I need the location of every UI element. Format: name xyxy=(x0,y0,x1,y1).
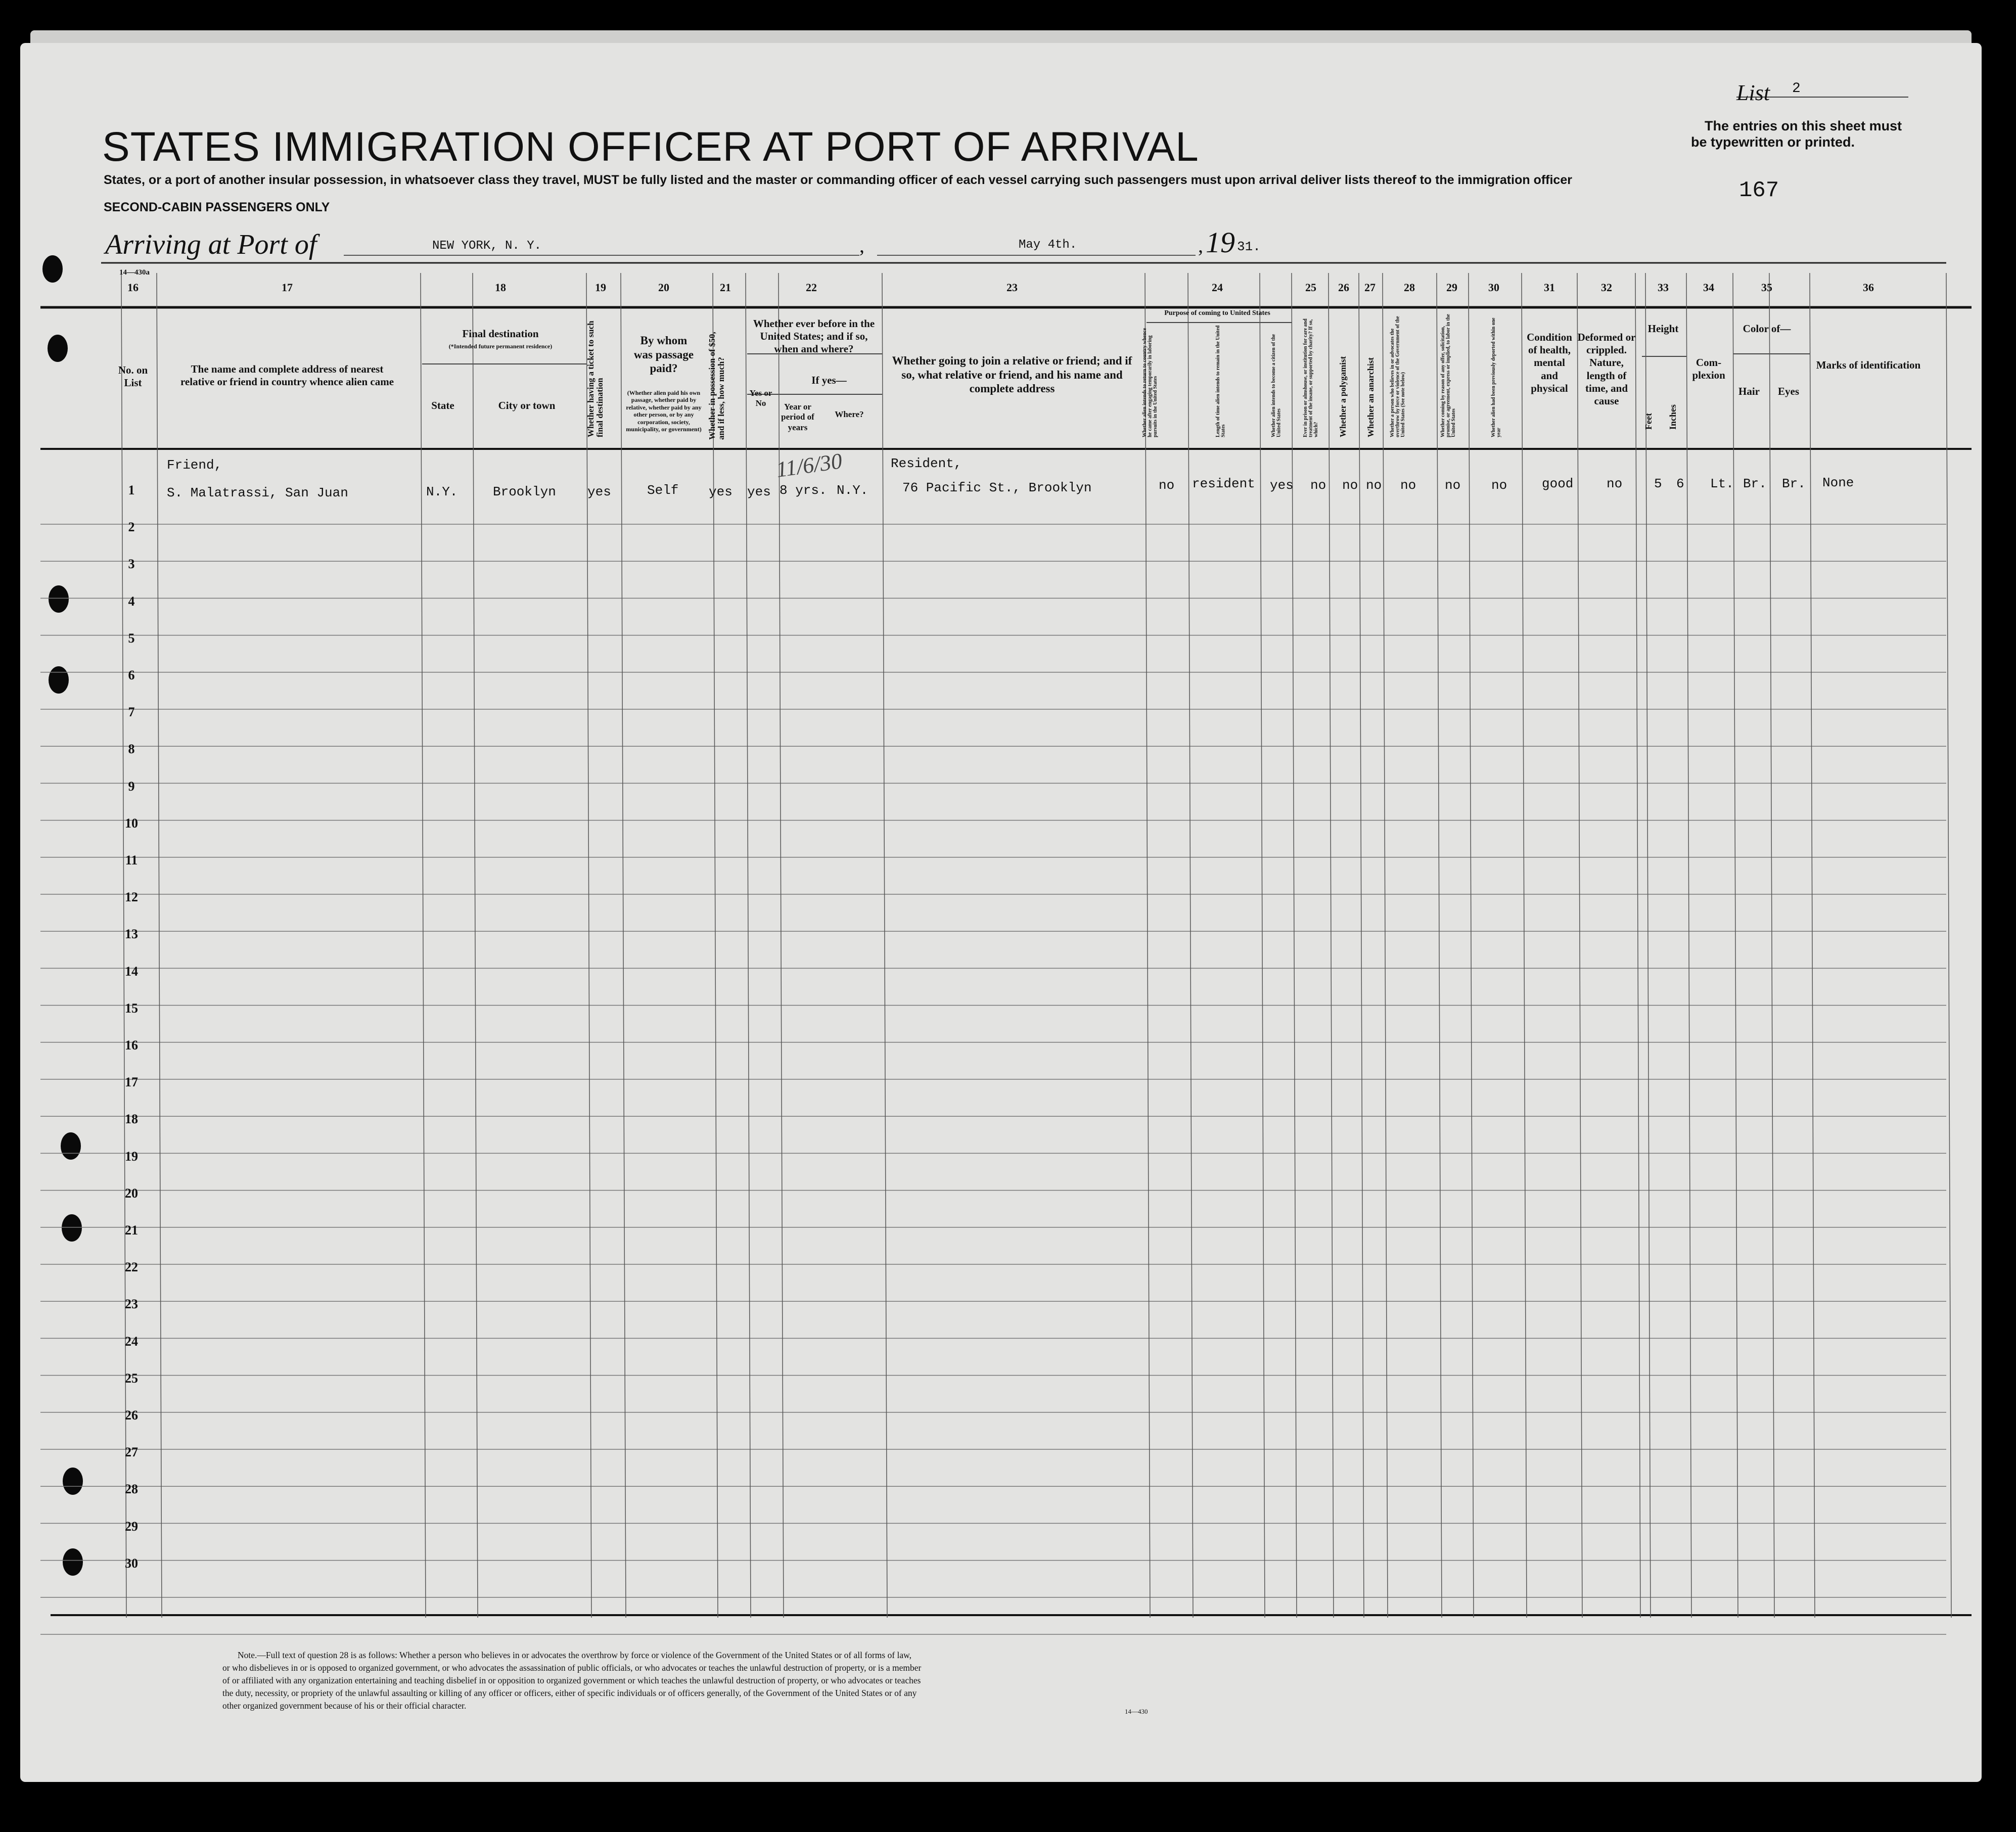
footer-note-line-3: of or affiliated with any organization entertaining and teaching disbelief in or opposition to organized government or which teaches the unlawful destruction of property, or who advocates or teaches xyxy=(222,1675,921,1685)
row-number: 20 xyxy=(125,1185,138,1201)
column-number: 23 xyxy=(1006,281,1018,294)
arriving-label: Arriving at Port of xyxy=(105,229,317,260)
list-number: 2 xyxy=(1792,81,1801,97)
row-number: 15 xyxy=(125,1000,138,1016)
column-number: 24 xyxy=(1212,281,1223,294)
paid-by-value: Self xyxy=(647,483,679,498)
feet-value: 5 xyxy=(1654,476,1662,491)
grid-line xyxy=(1769,273,1774,1618)
form-subtitle: States, or a port of another insular possession, in whatsoever class they travel, MUST be fully listed and the master or commanding officer of each vessel carrying such passengers must upon arrival deliver lists thereof to the immigration officer xyxy=(104,173,1572,187)
column-number: 34 xyxy=(1703,281,1714,294)
footer-note-line-4: the duty, necessity, or propriety of the unlawful assaulting or killing of any officer or officers, either of specific individuals or of officers generally, of the Government of the United States or of any xyxy=(222,1688,917,1698)
q29-value: no xyxy=(1445,478,1461,493)
header-if-yes: If yes— xyxy=(811,374,847,386)
header-prison: Ever in prison or almshouse, or institution for care and treatment of the insane, or supported by charity? If so, which? xyxy=(1303,318,1319,437)
row-number: 6 xyxy=(128,668,135,682)
grid-line xyxy=(1469,273,1474,1618)
prison-value: no xyxy=(1310,478,1326,493)
deformed-value: no xyxy=(1607,476,1623,491)
join-line-1: Resident, xyxy=(891,456,962,471)
header-inches: Inches xyxy=(1668,404,1678,430)
comma-separator: , xyxy=(859,234,864,257)
grid-line xyxy=(1437,273,1442,1618)
handwritten-date: 11/6/30 xyxy=(774,448,844,482)
complexion-value: Lt. xyxy=(1710,476,1734,491)
header-complexion: Com-plexion xyxy=(1692,356,1725,382)
polygamist-value: no xyxy=(1342,478,1358,493)
grid-line xyxy=(1522,273,1527,1618)
row-number: 14 xyxy=(125,964,138,979)
grid-line xyxy=(1383,273,1388,1618)
grid-line xyxy=(421,273,426,1618)
year-suffix: 31. xyxy=(1237,239,1261,254)
header-passage-paid: By whom was passage paid? xyxy=(633,334,694,375)
grid-line xyxy=(1810,273,1815,1618)
grid-line xyxy=(1359,273,1364,1618)
row-number: 2 xyxy=(128,520,135,535)
ticket-value: yes xyxy=(587,484,611,499)
footer-note-line-5: other organized government because of his or their official character. xyxy=(222,1701,467,1711)
row-number: 18 xyxy=(125,1112,138,1127)
q28-value: no xyxy=(1400,478,1416,493)
grid-line xyxy=(1635,273,1640,1618)
row-number: 8 xyxy=(128,742,135,757)
year-prefix: 19 xyxy=(1206,226,1235,259)
marks-value: None xyxy=(1822,475,1854,490)
header-color-of: Color of— xyxy=(1743,323,1791,335)
column-number: 32 xyxy=(1601,281,1612,294)
header-labor-offer: Whether coming by reason of any offer, solicitation, promise, or agreement, express or implied, to labor in the United States xyxy=(1440,314,1456,437)
column-number: 27 xyxy=(1364,281,1376,294)
class-note: SECOND-CABIN PASSENGERS ONLY xyxy=(104,200,330,214)
column-number: 22 xyxy=(806,281,817,294)
grid-line xyxy=(621,273,626,1618)
typewritten-note-1: The entries on this sheet must xyxy=(1705,118,1902,133)
column-number: 17 xyxy=(282,281,293,294)
header-state: State xyxy=(431,399,454,411)
row-number: 16 xyxy=(125,1038,138,1052)
citizen-value: yes xyxy=(1270,478,1294,493)
footer-note-line-2: or who disbelieves in or is opposed to organized government, or who advocates the assassination of public officials, or who advocates or teaches the unlawful destruction of property, or is a member xyxy=(222,1663,922,1673)
date-value: May 4th. xyxy=(1019,238,1077,252)
grid-line xyxy=(1328,273,1334,1618)
row-number: 7 xyxy=(128,705,135,720)
column-number: 35 xyxy=(1761,281,1772,294)
column-number: 30 xyxy=(1488,281,1499,294)
column-number: 26 xyxy=(1338,281,1349,294)
row-number: 26 xyxy=(125,1408,138,1423)
grid-line xyxy=(882,273,887,1618)
has-50-value: yes xyxy=(709,484,732,499)
return-intent-value: no xyxy=(1159,478,1175,493)
hair-value: Br. xyxy=(1743,476,1767,491)
header-list-number: No. on List xyxy=(118,364,148,389)
deported-value: no xyxy=(1491,478,1507,493)
header-purpose: Purpose of coming to United States xyxy=(1164,309,1270,317)
header-deported: Whether alien had been previously deported within one year xyxy=(1491,317,1502,437)
row-number: 11 xyxy=(125,853,138,867)
header-possession-50: Whether in possession of $50, and if less, how much? xyxy=(707,332,726,440)
header-eyes: Eyes xyxy=(1778,385,1799,397)
header-anarchist: Whether an anarchist xyxy=(1366,357,1376,437)
footer-note-line-1: Note.—Full text of question 28 is as follows: Whether a person who believes in or advocates the overthrow by force or violence of the Government of the United States or of all forms of law, xyxy=(238,1650,912,1660)
header-yes-or-no: Yes or No xyxy=(749,388,772,408)
row-number: 24 xyxy=(125,1334,138,1349)
column-number: 19 xyxy=(595,281,606,294)
list-label: List xyxy=(1736,80,1770,105)
header-final-destination: Final destination xyxy=(462,328,539,340)
header-where: Where? xyxy=(835,409,864,419)
column-number: 25 xyxy=(1305,281,1316,294)
years-value: 8 yrs. xyxy=(780,483,827,498)
row-number: 17 xyxy=(125,1075,138,1090)
row-number: 5 xyxy=(128,630,135,646)
row-number: 29 xyxy=(125,1519,138,1534)
grid-line xyxy=(157,273,162,1618)
grid-line xyxy=(473,273,478,1618)
row-number: 27 xyxy=(125,1445,138,1460)
grid-line xyxy=(1292,273,1297,1618)
header-return-intent: Whether alien intends to return to country whence he came after engaging temporarily in laboring pursuits in the United States xyxy=(1142,328,1158,437)
grid-line xyxy=(713,273,718,1618)
grid-line xyxy=(1686,273,1691,1618)
header-passage-note: (Whether alien paid his own passage, whether paid by relative, whether paid by any other person, or by any corporation, society, municipality, or government) xyxy=(626,389,702,433)
where-value: N.Y. xyxy=(837,483,868,498)
header-health: Condition of health, mental and physical xyxy=(1527,331,1572,394)
eyes-value: Br. xyxy=(1782,476,1806,491)
page-title: STATES IMMIGRATION OFFICER AT PORT OF ARRIVAL xyxy=(102,124,1199,170)
header-height: Height xyxy=(1647,323,1679,335)
header-overthrow: Whether a person who believes in or advocates the overthrow by force or violence of the Government of the United States (See note below) xyxy=(1390,316,1406,437)
header-deformed: Deformed or crippled. Nature, length of time, and cause xyxy=(1577,331,1636,407)
header-polygamist: Whether a polygamist xyxy=(1338,356,1348,437)
grid-line xyxy=(1145,273,1150,1618)
health-value: good xyxy=(1542,476,1574,491)
row-number: 19 xyxy=(125,1149,138,1164)
page-number: 167 xyxy=(1739,178,1779,203)
row-number: 10 xyxy=(125,815,138,831)
row-number: 21 xyxy=(125,1223,138,1238)
grid-line xyxy=(1946,273,1951,1618)
port-value: NEW YORK, N. Y. xyxy=(432,239,542,253)
row-number: 22 xyxy=(125,1260,138,1275)
row-number: 4 xyxy=(128,593,135,609)
typewritten-note-2: be typewritten or printed. xyxy=(1691,134,1855,150)
relative-line-1: Friend, xyxy=(167,457,222,473)
header-hair: Hair xyxy=(1738,385,1760,397)
header-final-destination-note: (*Intended future permanent residence) xyxy=(448,343,553,350)
relative-line-2: S. Malatrassi, San Juan xyxy=(167,485,348,500)
header-year-period: Year or period of years xyxy=(781,402,814,432)
header-city: City or town xyxy=(498,399,556,411)
row-number: 28 xyxy=(125,1482,138,1497)
row-number: 13 xyxy=(125,927,138,942)
form-code: 14—430a xyxy=(119,268,150,277)
row-number: 1 xyxy=(128,483,135,497)
column-number: 21 xyxy=(720,281,731,294)
inches-value: 6 xyxy=(1676,476,1684,491)
dest-state: N.Y. xyxy=(426,484,458,499)
grid-line xyxy=(1577,273,1582,1618)
header-feet: Feet xyxy=(1643,413,1654,430)
column-number: 36 xyxy=(1863,281,1874,294)
grid-line xyxy=(1188,273,1193,1618)
anarchist-value: no xyxy=(1366,478,1382,493)
header-before-in-us: Whether ever before in the United States; and if so, when and where? xyxy=(753,317,875,355)
grid-line xyxy=(1260,273,1265,1618)
column-number: 33 xyxy=(1658,281,1669,294)
comma-separator: , xyxy=(1198,234,1203,257)
row-number: 30 xyxy=(125,1555,138,1571)
column-number: 20 xyxy=(658,281,669,294)
column-number: 18 xyxy=(495,281,506,294)
dest-city: Brooklyn xyxy=(493,484,556,499)
row-number: 12 xyxy=(125,890,138,905)
row-number: 3 xyxy=(128,557,135,572)
header-relative-address: The name and complete address of nearest relative or friend in country whence alien came xyxy=(180,363,394,388)
header-ticket: Whether having a ticket to such final destination xyxy=(586,320,605,437)
row-number: 23 xyxy=(125,1297,138,1312)
row-number: 9 xyxy=(128,778,135,794)
before-us-value: yes xyxy=(747,484,771,499)
row-number: 25 xyxy=(125,1370,138,1386)
column-number: 31 xyxy=(1544,281,1555,294)
grid-line xyxy=(1733,273,1738,1618)
footer-form-number: 14—430 xyxy=(1125,1708,1148,1715)
grid-line xyxy=(1645,273,1651,1618)
join-line-2: 76 Pacific St., Brooklyn xyxy=(902,480,1092,495)
column-number: 29 xyxy=(1446,281,1457,294)
length-stay-value: resident xyxy=(1192,476,1255,491)
grid-line xyxy=(746,273,751,1618)
column-number: 28 xyxy=(1404,281,1415,294)
header-length-stay: Length of time alien intends to remain in the United States xyxy=(1215,325,1226,437)
header-marks: Marks of identification xyxy=(1816,359,1921,371)
grid-line xyxy=(586,273,591,1618)
header-citizen: Whether alien intends to become a citizen of the United States xyxy=(1271,334,1282,437)
column-number: 16 xyxy=(127,281,139,294)
header-join-relative: Whether going to join a relative or friend; and if so, what relative or friend, and his name and complete address xyxy=(892,354,1132,395)
